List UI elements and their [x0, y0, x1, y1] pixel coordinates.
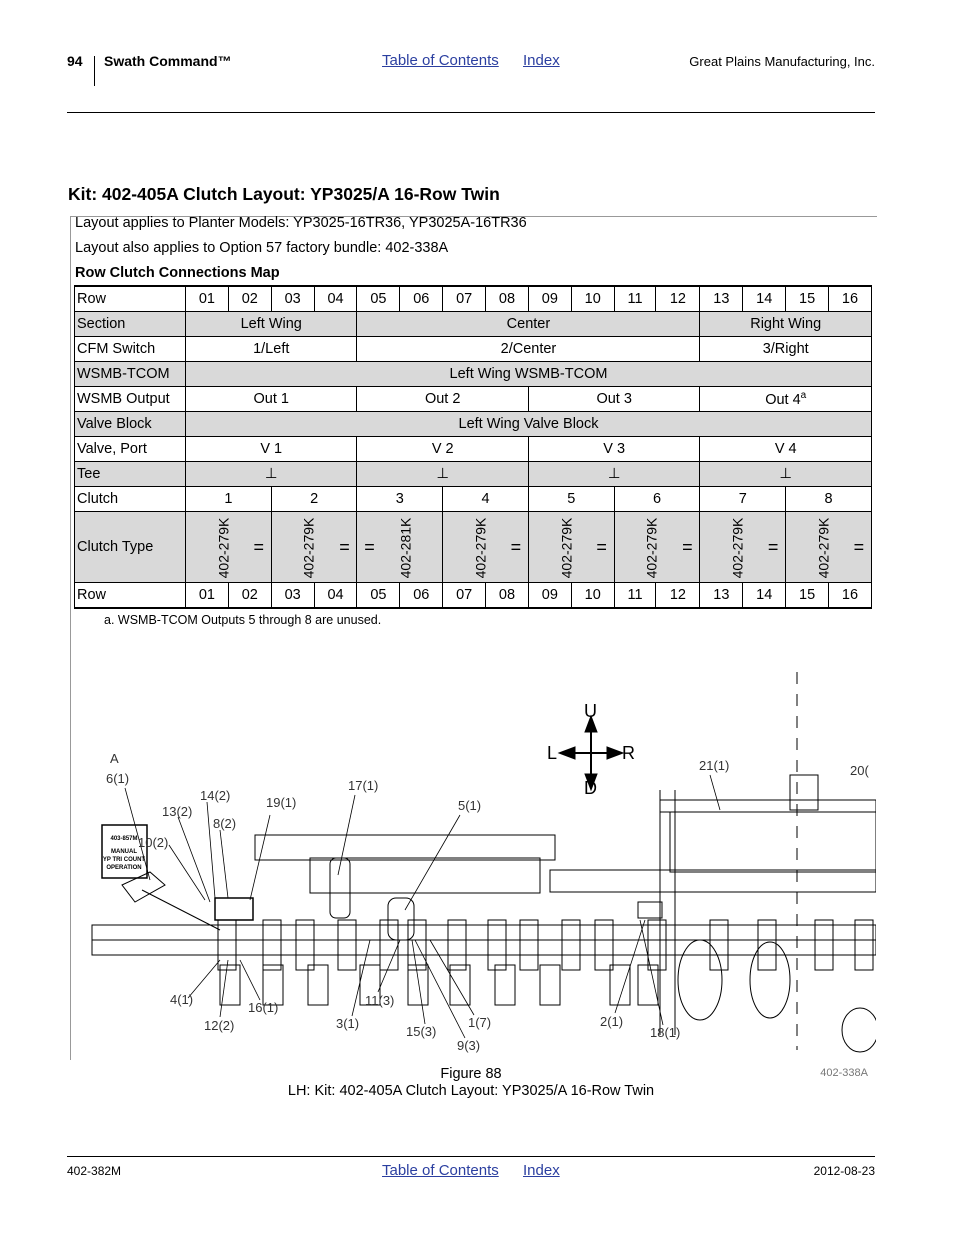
- row-cell: 03: [271, 286, 314, 312]
- callout-label: 21(1): [699, 758, 730, 773]
- clutch-type-cell: [271, 512, 357, 583]
- table-row: [75, 412, 872, 437]
- callout-label: 3(1): [336, 1016, 360, 1031]
- row-cell: 13: [700, 286, 743, 312]
- table-row: [75, 337, 872, 362]
- table-of-contents-link[interactable]: Table of Contents: [382, 52, 499, 69]
- table-row: [75, 437, 872, 462]
- section-label: Section: [75, 312, 186, 337]
- footer-table-of-contents-link[interactable]: Table of Contents: [382, 1162, 499, 1179]
- valve-block-cell: Left Wing Valve Block: [186, 412, 872, 437]
- cfm-cell: 3/Right: [700, 337, 872, 362]
- callout-label: 16(1): [248, 1000, 279, 1015]
- clutch-type-cell: [443, 512, 529, 583]
- row-cell: 06: [400, 583, 443, 609]
- page-number: 94: [67, 53, 83, 69]
- clutch-type-cell: [786, 512, 872, 583]
- table-row: [75, 512, 872, 583]
- row-cell: 07: [443, 583, 486, 609]
- figure-reference: 402-338A: [820, 1067, 868, 1079]
- callout-label: 5(1): [458, 798, 482, 813]
- document-title: Swath Command™: [104, 53, 232, 69]
- row-cell: 15: [786, 286, 829, 312]
- callout-label: 15(3): [406, 1024, 437, 1039]
- figure-caption: LH: Kit: 402-405A Clutch Layout: YP3025/A 16-Row Twin: [287, 1083, 655, 1099]
- tee-cell: ⊥: [700, 462, 872, 487]
- callout-label: 10(2): [138, 835, 169, 850]
- note-models: Layout applies to Planter Models: YP3025-16TR36, YP3025A-16TR36: [75, 215, 527, 231]
- callout-label: 6(1): [106, 771, 130, 786]
- callout-label: 18(1): [650, 1025, 681, 1040]
- cfm-label: CFM Switch: [75, 337, 186, 362]
- compass-left-label: L: [547, 743, 558, 763]
- row-cell: 04: [314, 286, 357, 312]
- clutch-type-cell: [528, 512, 614, 583]
- row-cell: 06: [400, 286, 443, 312]
- table-row: [75, 286, 872, 312]
- tee-cell: ⊥: [528, 462, 699, 487]
- callout-label: 13(2): [162, 804, 193, 819]
- clutch-type-cell: [700, 512, 786, 583]
- row-cell: 05: [357, 286, 400, 312]
- clutch-type-symbol: =: [253, 536, 264, 557]
- clutch-cell: 8: [786, 487, 872, 512]
- callout-label: 17(1): [348, 778, 379, 793]
- clutch-type-text: 402-281K: [397, 517, 414, 578]
- table-row: [75, 583, 872, 609]
- row-cell: 14: [743, 286, 786, 312]
- table-row: [75, 362, 872, 387]
- row-label: Row: [75, 286, 186, 312]
- clutch-cell: 4: [443, 487, 529, 512]
- compass-up-label: U: [584, 701, 597, 721]
- index-link[interactable]: Index: [523, 52, 560, 69]
- row-cell: 08: [486, 583, 529, 609]
- table-footnote: a. WSMB-TCOM Outputs 5 through 8 are unused.: [104, 613, 382, 627]
- row-cell: 11: [614, 583, 656, 609]
- row-cell: 09: [528, 286, 571, 312]
- footer-rule: [67, 1156, 875, 1157]
- clutch-cell: 6: [614, 487, 700, 512]
- clutch-type-text: 402-279K: [300, 517, 317, 578]
- row-cell: 13: [700, 583, 743, 609]
- output-cell: Out 1: [186, 387, 357, 412]
- clutch-cell: 1: [186, 487, 272, 512]
- row-cell: 12: [656, 286, 700, 312]
- doc-number: 402-382M: [67, 1164, 122, 1178]
- clutch-type-text: 402-279K: [729, 517, 746, 578]
- compass-right-label: R: [622, 743, 635, 763]
- row-cell: 02: [228, 583, 271, 609]
- callout-label: 19(1): [266, 795, 297, 810]
- row-cell: 05: [357, 583, 400, 609]
- table-row: [75, 487, 872, 512]
- callout-label: 1(7): [468, 1015, 492, 1030]
- tee-label: Tee: [75, 462, 186, 487]
- clutch-connections-table: [74, 285, 872, 609]
- callout-label: 2(1): [600, 1014, 624, 1029]
- valve-port-label: Valve, Port: [75, 437, 186, 462]
- clutch-type-symbol: =: [364, 536, 375, 557]
- clutch-type-symbol: =: [510, 536, 522, 557]
- wsmb-tcom-label: WSMB-TCOM: [75, 362, 186, 387]
- clutch-type-symbol: =: [339, 536, 350, 557]
- clutch-type-symbol: =: [596, 536, 607, 557]
- valve-cell: V 1: [186, 437, 357, 462]
- row-cell: 10: [571, 286, 614, 312]
- note-bundle: Layout also applies to Option 57 factory bundle: 402-338A: [75, 240, 449, 256]
- clutch-type-cell: [186, 512, 272, 583]
- compass-down-label: D: [584, 778, 597, 798]
- decal-text: 403-857M: [110, 836, 138, 842]
- row-cell: 16: [829, 583, 872, 609]
- callout-label: 4(1): [170, 992, 194, 1007]
- clutch-cell: 5: [528, 487, 614, 512]
- callout-label: 11(3): [365, 993, 395, 1008]
- company-name: Great Plains Manufacturing, Inc.: [689, 54, 875, 69]
- tee-cell: ⊥: [357, 462, 528, 487]
- row-cell: 08: [486, 286, 529, 312]
- clutch-type-symbol: =: [767, 536, 779, 557]
- cfm-cell: 2/Center: [357, 337, 700, 362]
- row-label-bottom: Row: [75, 583, 186, 609]
- section-cell: Left Wing: [186, 312, 357, 337]
- table-row: [75, 462, 872, 487]
- callout-label: A: [110, 751, 119, 766]
- row-cell: 14: [743, 583, 786, 609]
- section-cell: Right Wing: [700, 312, 872, 337]
- footer-index-link[interactable]: Index: [523, 1162, 560, 1179]
- callout-label: 8(2): [213, 816, 237, 831]
- row-cell: 16: [829, 286, 872, 312]
- callout-label: 9(3): [457, 1038, 481, 1053]
- clutch-type-text: 402-279K: [215, 517, 232, 578]
- footnote-mark: a: [800, 390, 807, 402]
- decal-text: MANUAL: [111, 849, 137, 855]
- clutch-type-label: Clutch Type: [75, 512, 186, 583]
- clutch-layout-diagram: [70, 640, 876, 1058]
- section-title: Kit: 402-405A Clutch Layout: YP3025/A 16-Row Twin: [68, 184, 500, 204]
- row-cell: 09: [528, 583, 571, 609]
- row-cell: 10: [571, 583, 614, 609]
- output-cell: Out 3: [528, 387, 699, 412]
- row-cell: 12: [656, 583, 700, 609]
- header-rule: [67, 112, 875, 113]
- valve-cell: V 3: [528, 437, 699, 462]
- output-4-text: Out 4: [765, 391, 801, 408]
- clutch-type-cell: [357, 512, 443, 583]
- tee-cell: ⊥: [186, 462, 357, 487]
- doc-date: 2012-08-23: [813, 1164, 875, 1178]
- row-units: [218, 920, 873, 1005]
- clutch-type-text: 402-279K: [815, 517, 832, 578]
- section-cell: Center: [357, 312, 700, 337]
- valve-cell: V 4: [700, 437, 872, 462]
- clutch-type-cell: [614, 512, 700, 583]
- clutch-cell: 2: [271, 487, 357, 512]
- row-cell: 03: [271, 583, 314, 609]
- row-cell: 11: [614, 286, 656, 312]
- callout-label: 20(: [850, 763, 869, 778]
- wsmb-tcom-cell: Left Wing WSMB-TCOM: [186, 362, 872, 387]
- output-cell: Out 2: [357, 387, 528, 412]
- clutch-type-text: 402-279K: [643, 517, 660, 578]
- header-divider: [94, 56, 95, 86]
- clutch-label: Clutch: [75, 487, 186, 512]
- wsmb-output-label: WSMB Output: [75, 387, 186, 412]
- cfm-cell: 1/Left: [186, 337, 357, 362]
- row-cell: 02: [228, 286, 271, 312]
- row-cell: 01: [186, 583, 229, 609]
- decal-text: OPERATION: [106, 865, 142, 871]
- valve-block-label: Valve Block: [75, 412, 186, 437]
- decal-text: YP TRI COUNT: [102, 857, 146, 863]
- clutch-type-symbol: =: [682, 536, 693, 557]
- clutch-type-symbol: =: [853, 536, 865, 557]
- callout-label: 14(2): [200, 788, 231, 803]
- clutch-type-text: 402-279K: [472, 517, 489, 578]
- row-cell: 07: [443, 286, 486, 312]
- clutch-cell: 7: [700, 487, 786, 512]
- table-row: [75, 387, 872, 412]
- table-row: [75, 312, 872, 337]
- output-cell: [700, 387, 872, 412]
- map-title: Row Clutch Connections Map: [75, 265, 280, 281]
- valve-cell: V 2: [357, 437, 528, 462]
- callout-label: 12(2): [204, 1018, 235, 1033]
- clutch-type-text: 402-279K: [558, 517, 575, 578]
- figure-number: Figure 88: [440, 1066, 502, 1082]
- row-cell: 15: [786, 583, 829, 609]
- row-cell: 01: [186, 286, 229, 312]
- clutch-cell: 3: [357, 487, 443, 512]
- row-cell: 04: [314, 583, 357, 609]
